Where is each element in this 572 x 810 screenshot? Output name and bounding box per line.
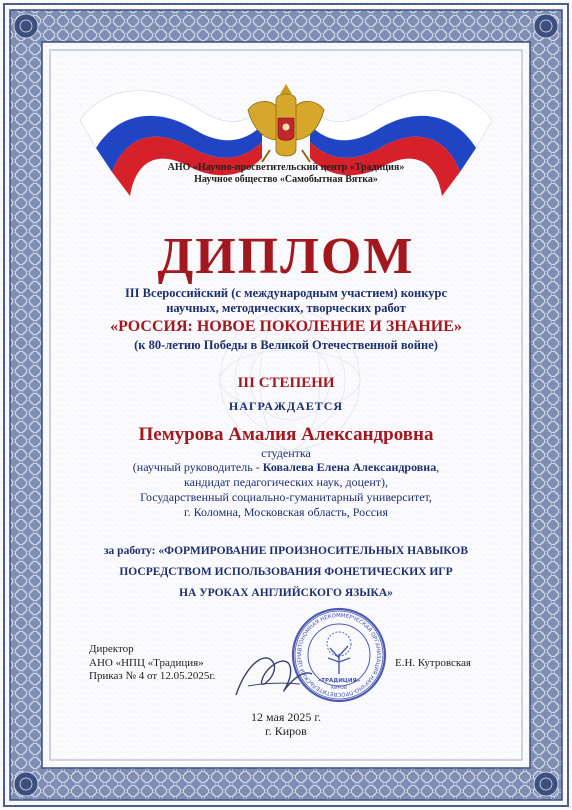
- contest-name: «РОССИЯ: НОВОЕ ПОКОЛЕНИЕ И ЗНАНИЕ»: [110, 318, 462, 335]
- work-title-line-2: ПОСРЕДСТВОМ ИСПОЛЬЗОВАНИЯ ФОНЕТИЧЕСКИХ ИГР: [119, 566, 453, 578]
- supervisor-name: Ковалева Елена Александровна: [262, 460, 437, 474]
- official-stamp: [290, 606, 388, 704]
- supervisor-degree: кандидат педагогических наук, доцент),: [184, 475, 388, 489]
- awarded-label: НАГРАЖДАЕТСЯ: [228, 399, 344, 413]
- stamp-center-text: «ТРАДИЦИЯ»: [317, 678, 361, 684]
- diploma-title: ДИПЛОМ: [157, 228, 415, 285]
- issue-date: 12 мая 2025 г.: [251, 710, 321, 724]
- university-location: г. Коломна, Московская область, Россия: [184, 505, 388, 519]
- issue-city: г. Киров: [265, 724, 307, 738]
- award-degree: III СТЕПЕНИ: [237, 375, 335, 391]
- signature-block: [89, 643, 215, 684]
- stamp-ring-text: АВТОНОМНАЯ НЕКОММЕРЧЕСКАЯ ОРГАНИЗАЦИЯ НАУЧНО-ПРОСВЕТИТЕЛЬСКИЙ ЦЕН: [296, 612, 382, 698]
- director-position: Директор: [89, 643, 134, 655]
- contest-dedication: (к 80-летию Победы в Великой Отечественной войне): [134, 338, 438, 352]
- recipient-name: Пемурова Амалия Александровна: [138, 424, 434, 445]
- recipient-role: студентка: [261, 446, 311, 460]
- organization-name: АНО «Научно-просветительский центр «Традиция»: [167, 162, 405, 173]
- signer-name: Е.Н. Кутровская: [395, 657, 471, 669]
- contest-line-2: научных, методических, творческих работ: [166, 301, 406, 315]
- supervisor-prefix: (научный руководитель -: [132, 460, 263, 474]
- supervisor-line: [0, 460, 572, 474]
- contest-line-1: III Всероссийский (с международным участием) конкурс: [124, 286, 448, 300]
- organization-header: [0, 162, 572, 186]
- work-title-line-1: за работу: «ФОРМИРОВАНИЕ ПРОИЗНОСИТЕЛЬНЫХ НАВЫКОВ: [103, 545, 469, 557]
- university-name: Государственный социально-гуманитарный университет,: [140, 490, 432, 504]
- supervisor-suffix: ,: [436, 460, 440, 474]
- director-organization: АНО «НПЦ «Традиция»: [89, 656, 204, 669]
- society-name: Научное общество «Самобытная Вятка»: [194, 174, 378, 185]
- work-title-line-3: НА УРОКАХ АНГЛИЙСКОГО ЯЗЫКА»: [179, 587, 393, 599]
- order-reference: Приказ № 4 от 12.05.2025г.: [89, 670, 216, 682]
- stamp-city-text: КИРОВ: [331, 686, 347, 691]
